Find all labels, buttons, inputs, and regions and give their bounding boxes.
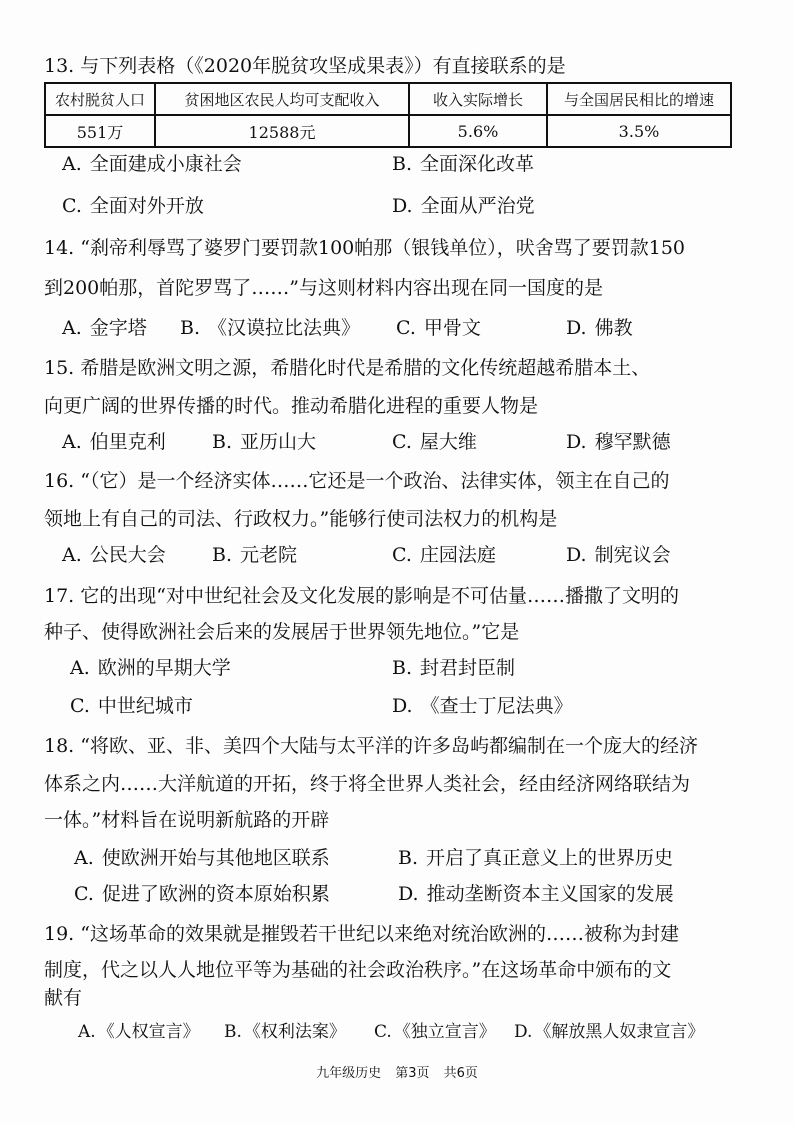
option-text: 公民大会 — [89, 544, 166, 566]
option-text: 伯里克利 — [89, 431, 166, 453]
option-text: 开启了真正意义上的世界历史 — [426, 847, 674, 869]
option-letter: C. — [392, 431, 412, 453]
option-letter: D. — [392, 195, 413, 217]
question-number: 16. — [44, 470, 75, 492]
option-letter: B. — [224, 1022, 242, 1042]
option-d[interactable] — [566, 430, 671, 454]
option-letter: D. — [566, 431, 587, 453]
option-c[interactable] — [392, 543, 496, 567]
question-13-stem — [44, 54, 566, 78]
option-b[interactable] — [224, 1020, 346, 1044]
table-header-cell: 贫困地区农民人均可支配收入 — [155, 83, 409, 115]
option-a[interactable] — [62, 543, 166, 567]
option-b[interactable] — [212, 430, 316, 454]
question-16-stem-line-2: 领地上有自己的司法、行政权力。”能够行使司法权力的机构是 — [44, 508, 558, 530]
question-text: “将欧、亚、非、美四个大陆与太平洋的许多岛屿都编制在一个庞大的经济 — [80, 735, 698, 757]
question-15-stem-line-1 — [44, 356, 650, 380]
footer-subject: 九年级历史 — [316, 1066, 382, 1081]
option-letter: B. — [180, 317, 201, 339]
option-d[interactable] — [566, 543, 671, 567]
option-text: 甲骨文 — [423, 317, 481, 339]
option-letter: B. — [212, 544, 233, 566]
question-19-stem-line-1 — [44, 922, 679, 946]
table-row — [45, 115, 731, 147]
question-text: “刹帝利辱骂了婆罗门要罚款100帕那（银钱单位），吠舍骂了要罚款150 — [80, 237, 686, 259]
option-text: 欧洲的早期大学 — [97, 657, 231, 679]
option-b[interactable] — [392, 656, 515, 680]
option-text: 亚历山大 — [240, 431, 317, 453]
question-18-stem-line-2: 体系之内……大洋航道的开拓，终于将全世界人类社会，经由经济网络联结为 — [44, 773, 691, 795]
question-number: 18. — [44, 735, 75, 757]
option-c[interactable] — [374, 1020, 496, 1044]
table-cell: 551万 — [45, 115, 155, 147]
option-text: 穆罕默德 — [594, 431, 671, 453]
option-letter: D. — [566, 317, 587, 339]
question-18-stem-line-1 — [44, 734, 698, 758]
option-text: 佛教 — [594, 317, 633, 339]
option-letter: A. — [62, 544, 82, 566]
poverty-results-table — [44, 82, 732, 148]
option-d[interactable] — [392, 694, 573, 718]
table-header-row — [45, 83, 731, 115]
option-text: 屋大维 — [419, 431, 477, 453]
footer-total-pages: 共6页 — [443, 1066, 478, 1081]
table-cell: 3.5% — [547, 115, 731, 147]
option-a[interactable] — [70, 656, 231, 680]
page-footer — [0, 1062, 794, 1081]
option-d[interactable] — [398, 882, 674, 906]
option-text: 全面深化改革 — [420, 153, 535, 175]
option-b[interactable] — [212, 543, 297, 567]
question-15-stem-line-2: 向更广阔的世界传播的时代。推动希腊化进程的重要人物是 — [44, 395, 539, 417]
question-16-stem-line-1 — [44, 469, 669, 493]
option-letter: A. — [74, 847, 94, 869]
option-b[interactable] — [180, 316, 360, 340]
option-b[interactable] — [398, 846, 673, 870]
question-14-stem-line-1 — [44, 236, 685, 260]
option-a[interactable] — [74, 846, 330, 870]
option-text: 《汉谟拉比法典》 — [208, 317, 361, 339]
question-number: 17. — [44, 585, 75, 607]
option-letter: C. — [62, 195, 82, 217]
question-number: 13. — [44, 55, 75, 77]
footer-page-number: 第3页 — [395, 1066, 430, 1081]
option-d[interactable] — [566, 316, 633, 340]
option-c[interactable] — [62, 194, 204, 218]
option-text: 元老院 — [240, 544, 298, 566]
option-letter: D. — [392, 695, 413, 717]
option-a[interactable] — [62, 430, 166, 454]
option-letter: C. — [392, 544, 412, 566]
question-14-stem-line-2: 到200帕那，首陀罗骂了……”与这则材料内容出现在同一国度的是 — [44, 277, 603, 299]
option-text: 使欧洲开始与其他地区联系 — [101, 847, 330, 869]
option-d[interactable] — [514, 1020, 704, 1044]
option-text: 庄园法庭 — [419, 544, 496, 566]
option-text: 《人权宣言》 — [97, 1022, 200, 1042]
question-text: 与下列表格（《2020年脱贫攻坚成果表》）有直接联系的是 — [80, 55, 566, 77]
question-number: 15. — [44, 357, 75, 379]
question-number: 19. — [44, 923, 75, 945]
option-letter: A. — [62, 317, 82, 339]
option-letter: B. — [398, 847, 419, 869]
option-letter: A. — [62, 431, 82, 453]
table-header-cell: 收入实际增长 — [409, 83, 547, 115]
question-17-stem-line-1 — [44, 584, 679, 608]
question-text: 希腊是欧洲文明之源，希腊化时代是希腊的文化传统超越希腊本土、 — [80, 357, 651, 379]
option-a[interactable] — [62, 316, 147, 340]
question-19-stem-line-2: 制度，代之以人人地位平等为基础的社会政治秩序。”在这场革命中颁布的文 — [44, 959, 672, 981]
option-text: 全面建成小康社会 — [89, 153, 242, 175]
option-d[interactable] — [392, 194, 535, 218]
option-text: 中世纪城市 — [97, 695, 193, 717]
question-text: 它的出现“对中世纪社会及文化发展的影响是不可估量……播撒了文明的 — [80, 585, 679, 607]
option-text: 《权利法案》 — [243, 1022, 346, 1042]
option-b[interactable] — [392, 152, 534, 176]
option-c[interactable] — [396, 316, 481, 340]
option-text: 封君封臣制 — [420, 657, 516, 679]
question-number: 14. — [44, 237, 75, 259]
question-text: “这场革命的效果就是摧毁若干世纪以来绝对统治欧洲的……被称为封建 — [80, 923, 679, 945]
option-c[interactable] — [70, 694, 193, 718]
option-text: 《解放黑人奴隶宣言》 — [534, 1022, 705, 1042]
question-19-stem-line-3: 献有 — [44, 987, 83, 1009]
table-header-cell: 与全国居民相比的增速 — [547, 83, 731, 115]
option-letter: B. — [212, 431, 233, 453]
option-text: 推动垄断资本主义国家的发展 — [426, 883, 674, 905]
option-text: 《独立宣言》 — [393, 1022, 496, 1042]
option-text: 全面从严治党 — [420, 195, 535, 217]
option-letter: C. — [396, 317, 416, 339]
option-letter: A. — [62, 153, 82, 175]
option-text: 制宪议会 — [594, 544, 671, 566]
option-letter: A. — [70, 657, 90, 679]
option-text: 金字塔 — [89, 317, 147, 339]
option-text: 促进了欧洲的资本原始积累 — [101, 883, 330, 905]
option-letter: D. — [566, 544, 587, 566]
option-text: 《查士丁尼法典》 — [420, 695, 573, 717]
option-letter: D. — [514, 1022, 533, 1042]
option-letter: C. — [74, 883, 94, 905]
table-header-cell: 农村脱贫人口 — [45, 83, 155, 115]
question-18-stem-line-3: 一体。”材料旨在说明新航路的开辟 — [44, 809, 330, 831]
table-cell: 5.6% — [409, 115, 547, 147]
option-letter: B. — [392, 657, 413, 679]
option-c[interactable] — [74, 882, 330, 906]
option-letter: C. — [70, 695, 90, 717]
option-letter: C. — [374, 1022, 392, 1042]
option-a[interactable] — [62, 152, 242, 176]
table-cell: 12588元 — [155, 115, 409, 147]
option-a[interactable] — [78, 1020, 200, 1044]
option-text: 全面对外开放 — [89, 195, 204, 217]
option-letter: A. — [78, 1022, 96, 1042]
option-letter: D. — [398, 883, 419, 905]
question-text: “（它）是一个经济实体……它还是一个政治、法律实体，领主在自己的 — [80, 470, 670, 492]
question-17-stem-line-2: 种子、使得欧洲社会后来的发展居于世界领先地位。”它是 — [44, 621, 520, 643]
option-c[interactable] — [392, 430, 477, 454]
option-letter: B. — [392, 153, 413, 175]
